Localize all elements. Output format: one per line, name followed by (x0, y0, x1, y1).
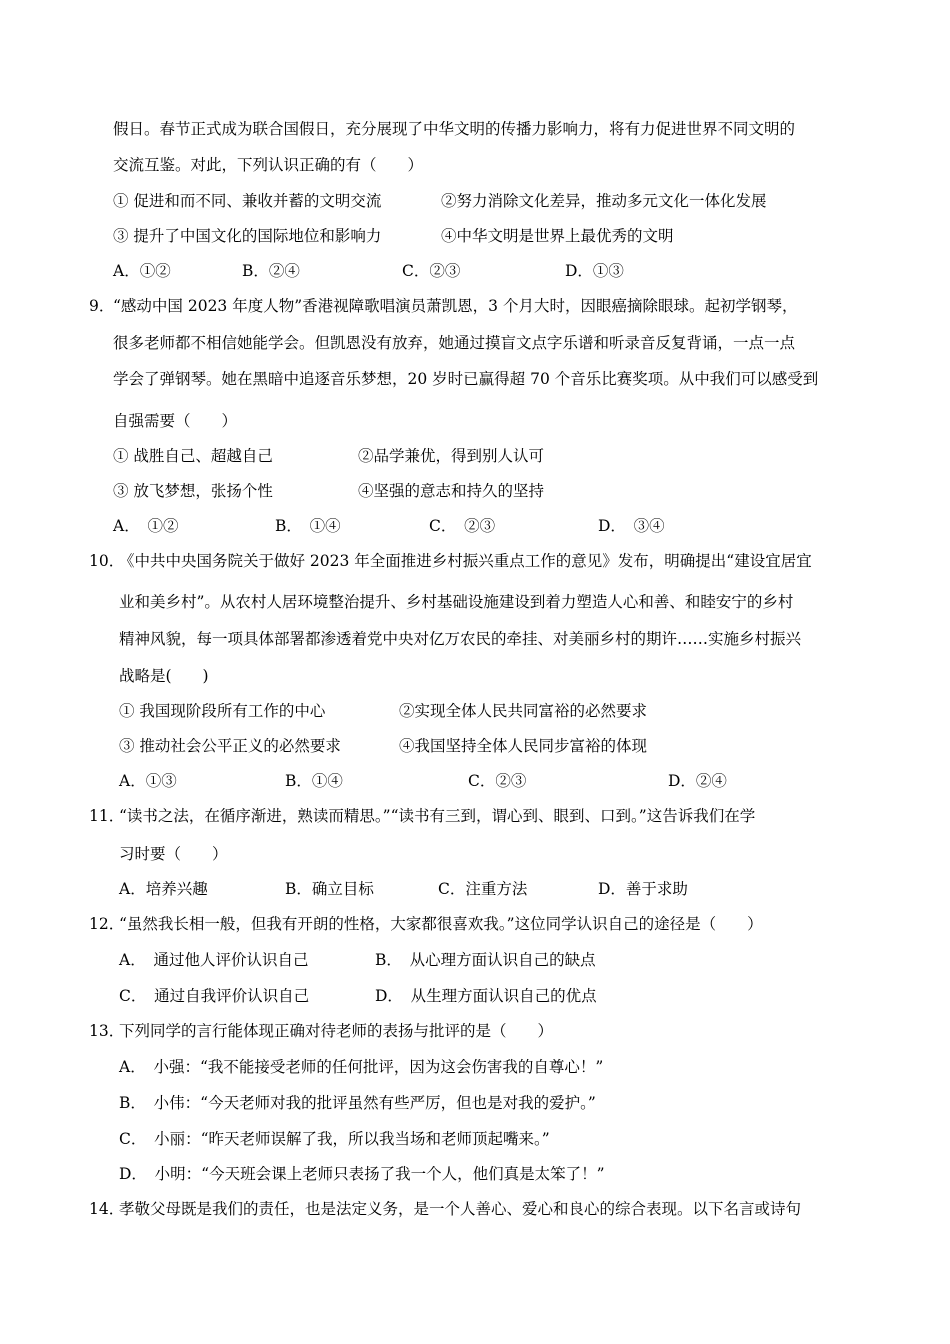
q9-stem-line-4: 自强需要（ ） (113, 412, 238, 430)
q11-option-a: A．培养兴趣 (119, 880, 208, 898)
q8-option-c: C．②③ (402, 262, 461, 280)
q11-stem-line-1: “读书之法，在循序渐进，熟读而精思。”“读书有三到，谓心到、眼到、口到。”这告诉我们在学 (119, 807, 756, 825)
q9-stem-line-3: 学会了弹钢琴。她在黑暗中追逐音乐梦想，20 岁时已赢得超 70 个音乐比赛奖项。从中我们可以感受到 (113, 370, 819, 388)
q10-stem-line-3: 精神风貌，每一项具体部署都渗透着党中央对亿万农民的牵挂、对美丽乡村的期许……实施乡村振兴 (119, 630, 802, 648)
q11-option-c: C．注重方法 (438, 880, 528, 898)
q12-stem-line-1: “虽然我长相一般，但我有开朗的性格，大家都很喜欢我。”这位同学认识自己的途径是（ ） (119, 915, 763, 933)
q10-stem-line-4: 战略是( ) (119, 667, 209, 685)
q9-option-b: B． ①④ (275, 517, 341, 535)
q9-stem-line-1: “感动中国 2023 年度人物”香港视障歌唱演员萧凯恩，3 个月大时，因眼癌摘除眼球。起初学钢琴， (113, 297, 798, 315)
q10-item-3: ③ 推动社会公平正义的必然要求 (119, 737, 341, 755)
q8-stem-line-1: 假日。春节正式成为联合国假日，充分展现了中华文明的传播力影响力，将有力促进世界不同文明的 (113, 120, 796, 138)
q9-item-3: ③ 放飞梦想，张扬个性 (113, 482, 273, 500)
q8-item-3: ③ 提升了中国文化的国际地位和影响力 (113, 227, 382, 245)
q10-stem-line-1: 《中共中央国务院关于做好 2023 年全面推进乡村振兴重点工作的意见》发布，明确提出“建设宜居宜 (119, 552, 812, 570)
q11-option-d: D．善于求助 (598, 880, 688, 898)
q12-option-d: D． 从生理方面认识自己的优点 (375, 987, 597, 1005)
q8-option-b: B．②④ (242, 262, 300, 280)
q11-number: 11． (89, 807, 125, 825)
q9-option-c: C． ②③ (429, 517, 496, 535)
q14-number: 14． (89, 1200, 125, 1218)
q9-option-a: A． ①② (113, 517, 179, 535)
q13-option-a: A． 小强：“我不能接受老师的任何批评，因为这会伤害我的自尊心！” (119, 1058, 604, 1076)
q13-stem-line-1: 下列同学的言行能体现正确对待老师的表扬与批评的是（ ） (119, 1022, 554, 1040)
q10-item-4: ④我国坚持全体人民同步富裕的体现 (399, 737, 648, 755)
q11-option-b: B．确立目标 (285, 880, 374, 898)
q10-number: 10． (89, 552, 125, 570)
q12-number: 12． (89, 915, 125, 933)
q8-stem-line-2: 交流互鉴。对此，下列认识正确的有（ ） (113, 156, 424, 174)
q13-number: 13． (89, 1022, 125, 1040)
q9-item-1: ① 战胜自己、超越自己 (113, 447, 273, 465)
q10-option-b: B．①④ (285, 772, 343, 790)
q8-item-1: ① 促进和而不同、兼收并蓄的文明交流 (113, 192, 382, 210)
q8-option-d: D．①③ (565, 262, 624, 280)
q9-item-2: ②品学兼优，得到别人认可 (358, 447, 545, 465)
q9-number: 9． (89, 297, 115, 315)
q9-stem-line-2: 很多老师都不相信她能学会。但凯恩没有放弃，她通过摸盲文点字乐谱和听录音反复背诵，一点一点 (113, 334, 796, 352)
q10-option-d: D．②④ (668, 772, 727, 790)
q8-item-4: ④中华文明是世界上最优秀的文明 (441, 227, 674, 245)
q12-option-a: A． 通过他人评价认识自己 (119, 951, 309, 969)
q10-item-2: ②实现全体人民共同富裕的必然要求 (399, 702, 648, 720)
q12-option-c: C． 通过自我评价认识自己 (119, 987, 310, 1005)
q10-item-1: ① 我国现阶段所有工作的中心 (119, 702, 326, 720)
q13-option-c: C． 小丽：“昨天老师误解了我，所以我当场和老师顶起嘴来。” (119, 1130, 550, 1148)
q8-option-a: A．①② (113, 262, 171, 280)
q13-option-d: D． 小明：“今天班会课上老师只表扬了我一个人，他们真是太笨了！” (119, 1165, 605, 1183)
q8-item-2: ②努力消除文化差异，推动多元文化一体化发展 (441, 192, 767, 210)
q14-stem-line-1: 孝敬父母既是我们的责任，也是法定义务，是一个人善心、爱心和良心的综合表现。以下名言或诗句 (119, 1200, 802, 1218)
q10-stem-line-2: 业和美乡村”。从农村人居环境整治提升、乡村基础设施建设到着力塑造人心和善、和睦安宁的乡村 (119, 593, 794, 611)
q10-option-c: C．②③ (468, 772, 527, 790)
q9-option-d: D． ③④ (598, 517, 665, 535)
q12-option-b: B． 从心理方面认识自己的缺点 (375, 951, 596, 969)
q10-option-a: A．①③ (119, 772, 177, 790)
q9-item-4: ④坚强的意志和持久的坚持 (358, 482, 545, 500)
q11-stem-line-2: 习时要（ ） (119, 845, 228, 863)
q13-option-b: B． 小伟：“今天老师对我的批评虽然有些严厉，但也是对我的爱护。” (119, 1094, 596, 1112)
